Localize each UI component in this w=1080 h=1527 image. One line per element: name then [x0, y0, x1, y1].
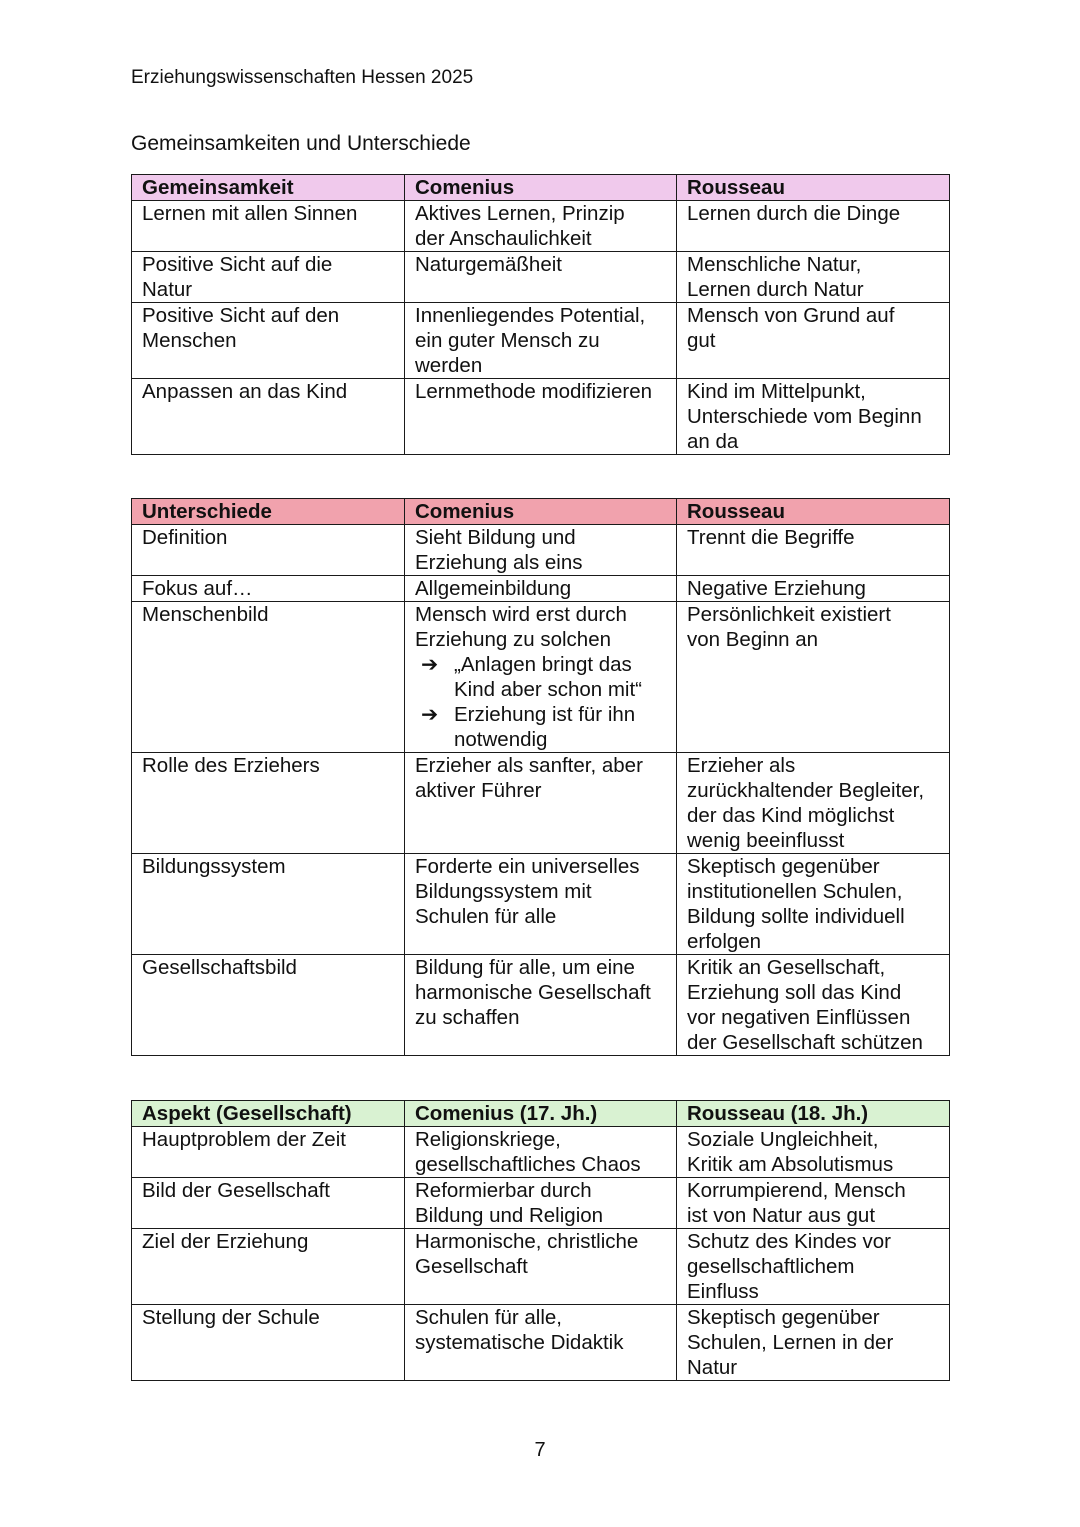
table-cell: [677, 955, 950, 1056]
cell-line: Kritik am Absolutismus: [687, 1153, 894, 1176]
page-header: Erziehungswissenschaften Hessen 2025: [131, 67, 474, 88]
table-row: [132, 753, 950, 854]
cell-line: Erziehung soll das Kind: [687, 981, 902, 1004]
table-cell: [677, 753, 950, 854]
table-cell: [405, 602, 677, 753]
cell-line: Schutz des Kindes vor: [687, 1230, 891, 1253]
cell-line: Schulen für alle: [415, 905, 557, 928]
table-header-row: [132, 175, 950, 201]
header-comenius: Comenius: [405, 499, 677, 525]
cell-line: Aktives Lernen, Prinzip: [415, 202, 625, 225]
cell-line: Sieht Bildung und: [415, 526, 576, 549]
table-cell: [132, 525, 405, 576]
table-row: [132, 955, 950, 1056]
cell-line: Kritik an Gesellschaft,: [687, 956, 886, 979]
arrow-right-icon: ➔: [421, 653, 439, 676]
cell-line: Ziel der Erziehung: [142, 1230, 309, 1253]
cell-line: der das Kind möglichst: [687, 804, 895, 827]
cell-line: erfolgen: [687, 930, 762, 953]
cell-line: Bildung und Religion: [415, 1204, 604, 1227]
table-cell: [677, 201, 950, 252]
table-cell: [132, 379, 405, 455]
cell-line: Negative Erziehung: [687, 577, 866, 600]
table-cell: [677, 303, 950, 379]
cell-line: Positive Sicht auf den: [142, 304, 340, 327]
table-cell: [132, 201, 405, 252]
cell-line: Bild der Gesellschaft: [142, 1179, 331, 1202]
bullet-line: Kind aber schon mit“: [454, 678, 643, 701]
cell-line: Fokus auf…: [142, 577, 253, 600]
cell-line: Natur: [687, 1356, 738, 1379]
cell-line: Einfluss: [687, 1280, 759, 1303]
cell-line: Trennt die Begriffe: [687, 526, 855, 549]
table-cell: [405, 379, 677, 455]
cell-line: Schulen, Lernen in der: [687, 1331, 894, 1354]
cell-line: Soziale Ungleichheit,: [687, 1128, 879, 1151]
cell-line: Definition: [142, 526, 228, 549]
cell-line: Erziehung zu solchen: [415, 628, 612, 651]
cell-line: Innenliegendes Potential,: [415, 304, 646, 327]
table-cell: [405, 576, 677, 602]
cell-line: Mensch von Grund auf: [687, 304, 895, 327]
cell-line: Gesellschaftsbild: [142, 956, 297, 979]
cell-line: ein guter Mensch zu: [415, 329, 600, 352]
cell-line: Lernen durch Natur: [687, 278, 864, 301]
cell-line: Skeptisch gegenüber: [687, 1306, 880, 1329]
table-row: [132, 576, 950, 602]
bullet-line: Erziehung ist für ihn: [454, 703, 636, 726]
cell-line: zurückhaltender Begleiter,: [687, 779, 925, 802]
table-row: [132, 854, 950, 955]
table-cell: [405, 201, 677, 252]
cell-line: Menschen: [142, 329, 237, 352]
bullet-item: [415, 702, 670, 752]
table-row: [132, 252, 950, 303]
cell-line: Allgemeinbildung: [415, 577, 572, 600]
cell-line: der Anschaulichkeit: [415, 227, 592, 250]
table-header-row: [132, 499, 950, 525]
bullet-line: „Anlagen bringt das: [454, 653, 632, 676]
cell-line: Kind im Mittelpunkt,: [687, 380, 866, 403]
table-gemeinsamkeiten: [131, 174, 950, 455]
cell-line: Persönlichkeit existiert: [687, 603, 891, 626]
table-row: [132, 303, 950, 379]
table-cell: [677, 854, 950, 955]
header-comenius: Comenius: [405, 175, 677, 201]
cell-line: wenig beeinflusst: [687, 829, 845, 852]
table-row: [132, 1305, 950, 1381]
page-number: 7: [534, 1439, 546, 1461]
cell-line: systematische Didaktik: [415, 1331, 624, 1354]
cell-line: Religionskriege,: [415, 1128, 561, 1151]
cell-line: Bildungssystem: [142, 855, 286, 878]
table-cell: [132, 1229, 405, 1305]
cell-line: Lernen durch die Dinge: [687, 202, 901, 225]
section-title: Gemeinsamkeiten und Unterschiede: [131, 132, 471, 155]
table-row: [132, 1229, 950, 1305]
table-cell: [405, 1305, 677, 1381]
table-unterschiede: [131, 498, 950, 1056]
cell-line: der Gesellschaft schützen: [687, 1031, 923, 1054]
cell-line: Rolle des Erziehers: [142, 754, 320, 777]
arrow-right-icon: ➔: [421, 703, 439, 726]
table-cell: [405, 854, 677, 955]
table-cell: [405, 753, 677, 854]
table-cell: [677, 525, 950, 576]
header-rousseau: Rousseau (18. Jh.): [677, 1101, 950, 1127]
cell-line: Naturgemäßheit: [415, 253, 562, 276]
table-cell: [405, 1127, 677, 1178]
header-rousseau: Rousseau: [677, 499, 950, 525]
cell-line: Menschenbild: [142, 603, 269, 626]
cell-line: Menschliche Natur,: [687, 253, 862, 276]
table-gesellschaft: [131, 1100, 950, 1381]
table-cell: [677, 576, 950, 602]
cell-line: Stellung der Schule: [142, 1306, 320, 1329]
cell-line: gesellschaftliches Chaos: [415, 1153, 641, 1176]
table-cell: [132, 1127, 405, 1178]
table-row: [132, 1178, 950, 1229]
cell-line: Lernen mit allen Sinnen: [142, 202, 358, 225]
table-row: [132, 379, 950, 455]
cell-line: Korrumpierend, Mensch: [687, 1179, 906, 1202]
cell-line: aktiver Führer: [415, 779, 542, 802]
cell-line: Harmonische, christliche: [415, 1230, 639, 1253]
table-cell: [132, 303, 405, 379]
cell-line: Erzieher als: [687, 754, 796, 777]
cell-line: Anpassen an das Kind: [142, 380, 348, 403]
cell-line: Forderte ein universelles: [415, 855, 640, 878]
cell-line: Schulen für alle,: [415, 1306, 563, 1329]
cell-line: Hauptproblem der Zeit: [142, 1128, 346, 1151]
table-row: [132, 1127, 950, 1178]
table-cell: [132, 955, 405, 1056]
header-rousseau: Rousseau: [677, 175, 950, 201]
cell-line: ist von Natur aus gut: [687, 1204, 876, 1227]
cell-line: vor negativen Einflüssen: [687, 1006, 911, 1029]
cell-line: Mensch wird erst durch: [415, 603, 627, 626]
table-cell: [677, 1178, 950, 1229]
table-cell: [677, 252, 950, 303]
cell-line: Unterschiede vom Beginn: [687, 405, 922, 428]
table-cell: [677, 379, 950, 455]
table-cell: [677, 1127, 950, 1178]
cell-line: Bildung für alle, um eine: [415, 956, 635, 979]
cell-line: Erzieher als sanfter, aber: [415, 754, 643, 777]
cell-line: Skeptisch gegenüber: [687, 855, 880, 878]
table-cell: [132, 753, 405, 854]
cell-line: werden: [415, 354, 483, 377]
cell-line: zu schaffen: [415, 1006, 520, 1029]
header-comenius: Comenius (17. Jh.): [405, 1101, 677, 1127]
table-cell: [132, 252, 405, 303]
cell-line: Bildung sollte individuell: [687, 905, 905, 928]
cell-line: institutionellen Schulen,: [687, 880, 903, 903]
cell-line: an da: [687, 430, 739, 453]
bullet-item: [415, 652, 670, 702]
header-gemeinsamkeit: Gemeinsamkeit: [132, 175, 405, 201]
cell-line: von Beginn an: [687, 628, 819, 651]
table-cell: [405, 252, 677, 303]
header-aspekt: Aspekt (Gesellschaft): [132, 1101, 405, 1127]
table-cell: [132, 1178, 405, 1229]
table-cell: [132, 1305, 405, 1381]
cell-line: gut: [687, 329, 716, 352]
table-row: [132, 525, 950, 576]
table-row: [132, 201, 950, 252]
table-header-row: [132, 1101, 950, 1127]
header-unterschiede: Unterschiede: [132, 499, 405, 525]
table-cell: [405, 1229, 677, 1305]
cell-line: Gesellschaft: [415, 1255, 528, 1278]
cell-line: Reformierbar durch: [415, 1179, 592, 1202]
cell-line: Bildungssystem mit: [415, 880, 592, 903]
cell-line: Positive Sicht auf die: [142, 253, 333, 276]
cell-line: Erziehung als eins: [415, 551, 583, 574]
cell-line: Natur: [142, 278, 193, 301]
table-cell: [405, 1178, 677, 1229]
table-cell: [677, 1229, 950, 1305]
cell-line: Lernmethode modifizieren: [415, 380, 653, 403]
table-row: [132, 602, 950, 753]
table-cell: [132, 854, 405, 955]
table-cell: [132, 602, 405, 753]
table-cell: [132, 576, 405, 602]
bullet-line: notwendig: [454, 728, 548, 751]
table-cell: [677, 602, 950, 753]
table-cell: [405, 955, 677, 1056]
cell-line: gesellschaftlichem: [687, 1255, 855, 1278]
table-cell: [405, 303, 677, 379]
cell-line: harmonische Gesellschaft: [415, 981, 651, 1004]
table-cell: [405, 525, 677, 576]
table-cell: [677, 1305, 950, 1381]
